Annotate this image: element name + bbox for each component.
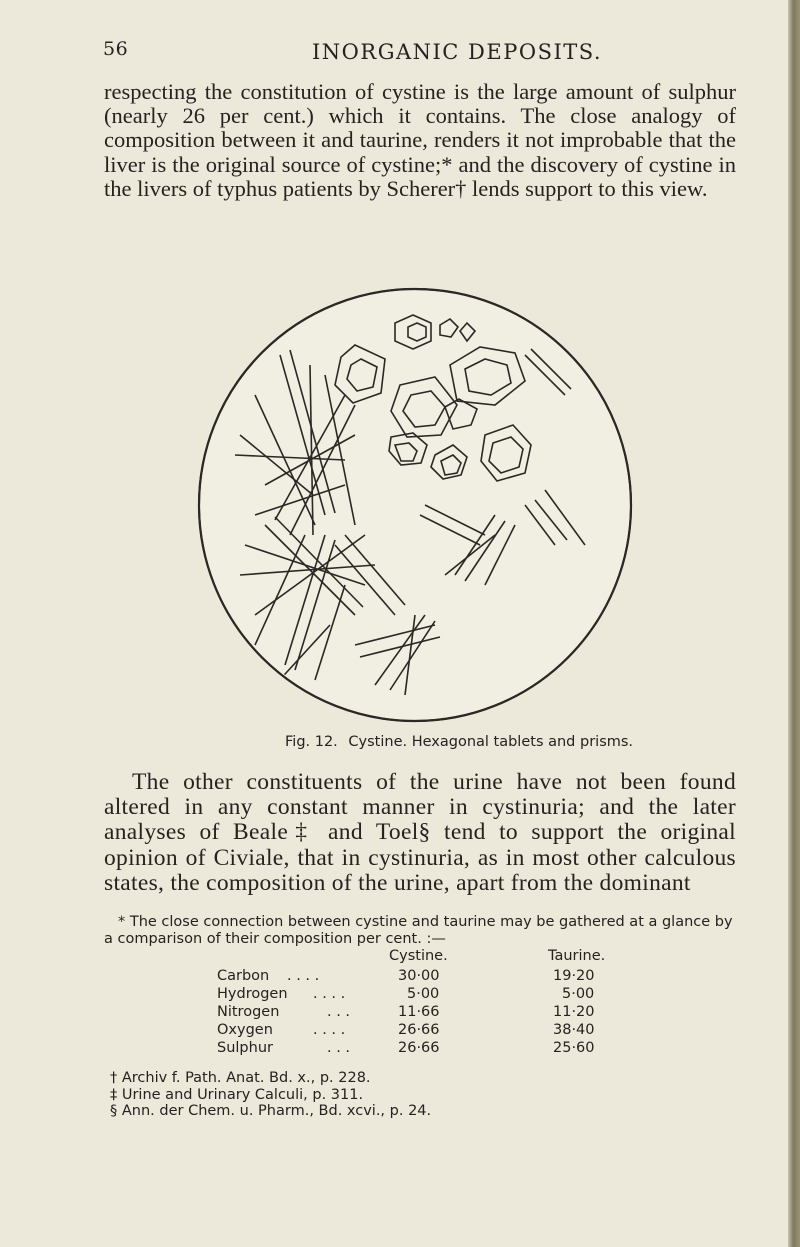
cystine-crystals-figure bbox=[195, 285, 635, 725]
table-row bbox=[217, 1040, 637, 1058]
table-row bbox=[217, 968, 637, 986]
cystine-value: 26·66 bbox=[398, 1022, 440, 1038]
element-name: Nitrogen bbox=[217, 1004, 280, 1020]
reference-ann-chem: § Ann. der Chem. u. Pharm., Bd. xcvi., p. 24. bbox=[110, 1103, 432, 1119]
taurine-value: 38·40 bbox=[553, 1022, 595, 1038]
dot-leader: . . . bbox=[327, 1004, 351, 1020]
cystine-value: 30·00 bbox=[398, 968, 440, 984]
table-row bbox=[217, 1004, 637, 1022]
taurine-value: 25·60 bbox=[553, 1040, 595, 1056]
column-header-cystine: Cystine. bbox=[389, 948, 448, 964]
dot-leader: . . . . bbox=[313, 986, 346, 1002]
dot-leader: . . . . bbox=[313, 1022, 346, 1038]
taurine-value: 11·20 bbox=[553, 1004, 595, 1020]
cystine-value: 5·00 bbox=[407, 986, 440, 1002]
figure-caption-text: Cystine. Hexagonal tablets and prisms. bbox=[348, 734, 634, 750]
footnote-references bbox=[110, 1070, 431, 1120]
running-head: INORGANIC DEPOSITS. bbox=[312, 40, 603, 64]
reference-urine-calculi: ‡ Urine and Urinary Calculi, p. 311. bbox=[110, 1086, 364, 1103]
page-number: 56 bbox=[103, 38, 129, 60]
table-row bbox=[217, 1022, 637, 1040]
figure-caption bbox=[285, 734, 633, 750]
taurine-value: 19·20 bbox=[553, 968, 595, 984]
column-header-taurine: Taurine. bbox=[548, 948, 606, 964]
reference-archiv: † Archiv f. Path. Anat. Bd. x., p. 228. bbox=[110, 1070, 371, 1086]
paragraph-1: respecting the constitution of cystine is the large amount of sulphur (nearly 26 per cent.) which it contains. The close analogy of composition between it and taurine, renders it not improbable that the liver is the original source of cystine;* and the discovery of cystine in the livers of typhus patients by Scherer† lends support to this view. bbox=[104, 79, 736, 201]
taurine-value: 5·00 bbox=[562, 986, 595, 1002]
element-name: Carbon bbox=[217, 968, 270, 984]
dot-leader: . . . bbox=[327, 1040, 351, 1056]
cystine-value: 11·66 bbox=[398, 1004, 440, 1020]
element-name: Oxygen bbox=[217, 1022, 273, 1038]
page-edge bbox=[788, 0, 800, 1247]
footnote-cystine-taurine: * The close connection between cystine and taurine may be gathered at a glance by a comparison of their composition per cent. :— bbox=[104, 914, 733, 947]
paragraph-2: The other constituents of the urine have not been found altered in any constant manner in cystinuria; and the later analyses of Beale‡ and Toel§ tend to support the original opinion of Civiale, that in cystinuria, as in most other calculous states, the composition of the urine, apart from the dominant bbox=[104, 769, 736, 896]
element-name: Hydrogen bbox=[217, 986, 288, 1002]
dot-leader: . . . . bbox=[287, 968, 320, 984]
figure-label: Fig. 12. bbox=[285, 734, 338, 750]
table-row bbox=[217, 986, 637, 1004]
element-name: Sulphur bbox=[217, 1040, 273, 1056]
cystine-value: 26·66 bbox=[398, 1040, 440, 1056]
